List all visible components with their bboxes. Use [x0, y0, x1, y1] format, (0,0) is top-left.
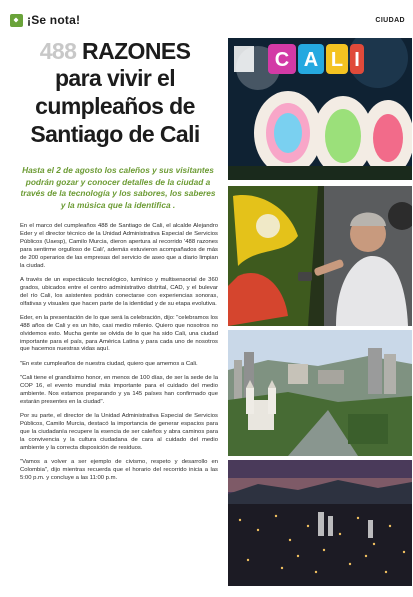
headline-line3: cumpleaños de: [35, 93, 195, 119]
svg-text:A: A: [303, 49, 319, 71]
headline-line4: Santiago de Cali: [30, 121, 200, 147]
headline-line1: RAZONES: [76, 38, 191, 64]
section-label: CIUDAD: [375, 17, 405, 24]
brand-name: ¡Se nota!: [27, 13, 81, 27]
headline-number: 488: [39, 38, 77, 64]
paragraph: En el marco del cumpleaños 488 de Santiago de Cali, el alcalde Alejandro Eder y el director técnico de la Unidad Administrativa Especial de Servicios Públicos (Uaesp), Camilo Murcia, dieron apertura al recorrido '488 razones para sentirme orgulloso de Cali', además estuvieron acompañados de más de 200 operarios de las empresas del servicio de aseo que a diario limpian la ciudad.: [20, 223, 218, 269]
paragraph: "Cali tiene el grandísimo honor, en menos de 100 días, de ser la sede de la COP 16, el evento mundial más importante para el cuidado del medio ambiente. Nos estamos preparando y ya 145 países han confirmado que estarán presentes en la ciudad".: [20, 375, 218, 405]
photo-cali-aerial-church: [228, 330, 412, 456]
number-488-sculpture: [254, 91, 412, 176]
paragraph: A través de un espectáculo tecnológico, lumínico y multisensorial de 360 grados, ubicados entre el centro administrativo distrital, CAD, y el bulevar del río Cali, los asistentes podrán conectarse con experiencias sonoras, olfativas y visuales que hacen parte de la identidad y de su etapa evolutiva.: [20, 276, 218, 307]
aerial-city-illustration: [228, 330, 412, 456]
paragraph: "Vamos a volver a ser ejemplo de civismo, respeto y desarrollo en Colombia", dijo mientras recuerda que el horario del recorrido inicia a las 5:00 p.m. y concluye a las 11:00 p.m.: [20, 459, 218, 481]
photo-mural-painting: [228, 186, 412, 326]
mural-illustration: [228, 186, 412, 326]
headline: [10, 38, 220, 148]
svg-text:I: I: [354, 49, 360, 71]
photo-cali-night-skyline: [228, 460, 412, 586]
headline-line2: para vivir el: [54, 65, 176, 91]
brand-logo-icon: [10, 14, 23, 27]
photo-cali-488-sign: [228, 38, 412, 180]
svg-text:L: L: [330, 49, 344, 71]
masthead: [10, 10, 80, 30]
night-city-illustration: [228, 460, 412, 586]
paragraph: "En este cumpleaños de nuestra ciudad, quiero que amemos a Cali.: [20, 360, 198, 367]
deck-summary: Hasta el 2 de agosto los caleños y sus visitantes podrán gozar y conocer detalles de la ciudad a través de la tecnología y los sabores, los saberes y la música que la identifica .: [20, 165, 216, 210]
svg-text:C: C: [274, 49, 290, 71]
paragraph: Eder, en la presentación de lo que será la celebración, dijo: "celebramos los 488 años de Cali y es un hito, casi medio milenio. Quiero que nosotros no olvidemos esto. Mucha gente se olvida de lo que ha sido Cali, una ciudad importante para el país, para América Latina y para cada uno de nosotros que hacemos nuestras vidas aquí.: [20, 314, 218, 353]
article-body: [20, 223, 218, 489]
paragraph: Por su parte, el director de la Unidad Administrativa Especial de Servicios Públicos, Camilo Murcia, destacó la importancia de generar espacios para que la ciudadanía recupere la esencia de ser caleños y abra caminos para la convivencia y la cultura ciudadana de cara al cuidado del medio ambiente y la correcta disposición de residuos.: [20, 413, 218, 451]
cali-sign-illustration: [228, 38, 412, 180]
